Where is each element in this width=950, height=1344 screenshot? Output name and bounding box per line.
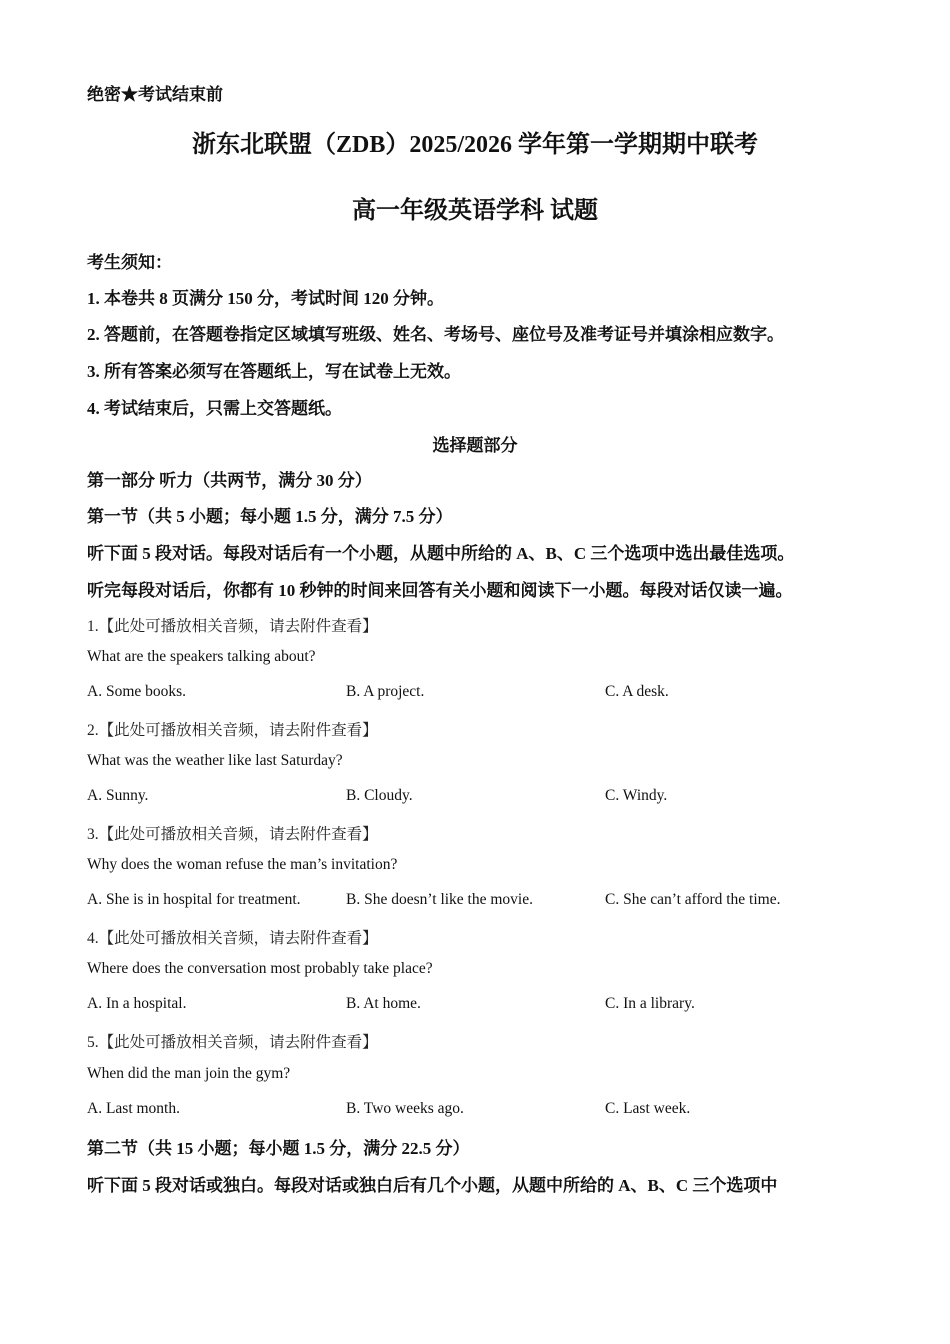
audio-placeholder[interactable]: 5.【此处可播放相关音频，请去附件查看】 xyxy=(87,1034,378,1051)
instructions: 听下面 5 段对话。每段对话后有一个小题，从题中所给的 A、B、C 三个选项中选出最佳选项。 xyxy=(87,544,795,563)
audio-placeholder[interactable]: 1.【此处可播放相关音频，请去附件查看】 xyxy=(87,618,378,635)
option-c: C. Last week. xyxy=(605,1100,691,1117)
option-c: C. Windy. xyxy=(605,787,668,804)
notice-heading: 考生须知： xyxy=(87,253,172,272)
section-title: 第二节（共 15 小题；每小题 1.5 分，满分 22.5 分） xyxy=(87,1139,470,1158)
confidential-label: 绝密★考试结束前 xyxy=(87,85,223,104)
option-a: A. Some books. xyxy=(87,683,187,700)
option-b: B. She doesn’t like the movie. xyxy=(346,891,533,908)
option-c: C. In a library. xyxy=(605,995,695,1012)
instructions: 听完每段对话后，你都有 10 秒钟的时间来回答有关小题和阅读下一小题。每段对话仅读一遍。 xyxy=(87,581,793,600)
option-b: B. At home. xyxy=(346,995,421,1012)
option-c: C. She can’t afford the time. xyxy=(605,891,781,908)
option-a: A. Sunny. xyxy=(87,787,149,804)
question-text: Why does the woman refuse the man’s invitation? xyxy=(87,856,398,873)
exam-subtitle: 高一年级英语学科 试题 xyxy=(352,198,598,224)
section-heading: 选择题部分 xyxy=(432,436,518,455)
question-text: Where does the conversation most probably take place? xyxy=(87,960,433,977)
option-b: B. Cloudy. xyxy=(346,787,413,804)
option-a: A. She is in hospital for treatment. xyxy=(87,891,301,908)
option-a: A. Last month. xyxy=(87,1100,180,1117)
section-title: 第一节（共 5 小题；每小题 1.5 分，满分 7.5 分） xyxy=(87,507,453,526)
audio-placeholder[interactable]: 2.【此处可播放相关音频，请去附件查看】 xyxy=(87,722,378,739)
option-a: A. In a hospital. xyxy=(87,995,187,1012)
part-title: 第一部分 听力（共两节，满分 30 分） xyxy=(87,471,372,490)
notice-item: 4. 考试结束后，只需上交答题纸。 xyxy=(87,399,342,418)
option-b: B. A project. xyxy=(346,683,425,700)
notice-item: 3. 所有答案必须写在答题纸上，写在试卷上无效。 xyxy=(87,362,461,381)
question-text: What was the weather like last Saturday? xyxy=(87,752,343,769)
question-text: What are the speakers talking about? xyxy=(87,648,316,665)
question-text: When did the man join the gym? xyxy=(87,1065,291,1082)
audio-placeholder[interactable]: 3.【此处可播放相关音频，请去附件查看】 xyxy=(87,826,378,843)
option-b: B. Two weeks ago. xyxy=(346,1100,464,1117)
instructions: 听下面 5 段对话或独白。每段对话或独白后有几个小题，从题中所给的 A、B、C 三个选项中 xyxy=(87,1176,778,1195)
option-c: C. A desk. xyxy=(605,683,669,700)
notice-item: 1. 本卷共 8 页满分 150 分，考试时间 120 分钟。 xyxy=(87,289,444,308)
exam-title: 浙东北联盟（ZDB）2025/2026 学年第一学期期中联考 xyxy=(191,132,758,158)
audio-placeholder[interactable]: 4.【此处可播放相关音频，请去附件查看】 xyxy=(87,930,378,947)
notice-item: 2. 答题前，在答题卷指定区域填写班级、姓名、考场号、座位号及准考证号并填涂相应数字。 xyxy=(87,325,784,344)
